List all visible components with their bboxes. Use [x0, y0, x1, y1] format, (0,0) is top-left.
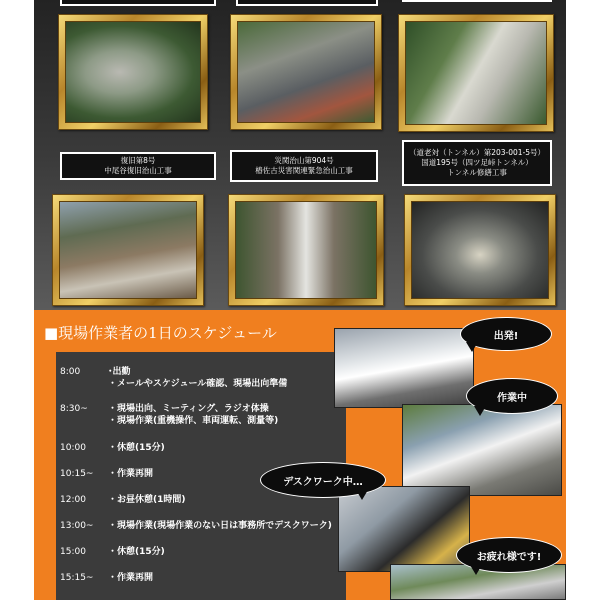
bubble-depart: 出発! [460, 317, 552, 351]
bubble-working: 作業中 [466, 378, 558, 414]
schedule-desc: ・お昼休憩(1時間) [108, 495, 186, 505]
photo-frame-row2-3 [404, 194, 556, 306]
schedule-desc: ・現場出向、ミーティング、ラジオ体操 ・現場作業(重機操作、車両運転、測量等) [108, 404, 279, 426]
bubble-depart-tail [466, 342, 478, 352]
schedule-title: ■現場作業者の1日のスケジュール [44, 324, 277, 342]
schedule-desc: ・休憩(15分) [108, 547, 165, 557]
schedule-time: 8:30~ [60, 404, 88, 414]
photo-check-dam [235, 201, 377, 299]
caption-row1-3 [402, 0, 552, 2]
photo-excavator-work [402, 404, 562, 496]
photo-tunnel [411, 201, 549, 299]
photo-frame-row1-2 [230, 14, 382, 130]
caption-row2-1: 復旧第8号 中尾谷復旧治山工事 [60, 152, 216, 180]
photo-erosion-control [59, 201, 197, 299]
schedule-time: 10:00 [60, 443, 86, 453]
bubble-thanks-tail [470, 565, 482, 575]
caption-row1-1 [60, 0, 216, 6]
schedule-desc: ・作業再開 [108, 573, 154, 583]
schedule-desc: ･出勤 ・メールやスケジュール確認、現場出向準備 [108, 367, 288, 389]
schedule-time: 12:00 [60, 495, 86, 505]
photo-frame-row2-2 [228, 194, 384, 306]
photo-truck-depart [334, 328, 474, 408]
schedule-desc: ・作業再開 [108, 469, 154, 479]
bubble-deskwork-tail [356, 490, 368, 500]
photo-frame-row1-3 [398, 14, 554, 132]
schedule-time: 10:15~ [60, 469, 94, 479]
photo-slope-protection [65, 21, 201, 123]
schedule-desc: ・現場作業(現場作業のない日は事務所でデスクワーク) [108, 521, 332, 531]
bubble-deskwork: デスクワーク中… [260, 462, 386, 498]
photo-frame-row1-1 [58, 14, 208, 130]
caption-row2-2: 災関治山第904号 椿佐古災害関連緊急治山工事 [230, 150, 378, 182]
photo-lattice-slope [405, 21, 547, 125]
photo-town-aerial [237, 21, 375, 123]
photo-frame-row2-1 [52, 194, 204, 306]
caption-row2-3: （道老対（トンネル）第203-001-5号） 国道195号（四ツ足峠トンネル） トンネル修繕工事 [402, 140, 552, 186]
caption-row1-2 [236, 0, 378, 6]
schedule-time: 15:00 [60, 547, 86, 557]
schedule-time: 15:15~ [60, 573, 94, 583]
schedule-desc: ・休憩(15分) [108, 443, 165, 453]
bubble-thanks: お疲れ様です! [456, 537, 562, 573]
schedule-time: 13:00~ [60, 521, 94, 531]
schedule-time: 8:00 [60, 367, 81, 377]
bubble-working-tail [474, 406, 486, 416]
